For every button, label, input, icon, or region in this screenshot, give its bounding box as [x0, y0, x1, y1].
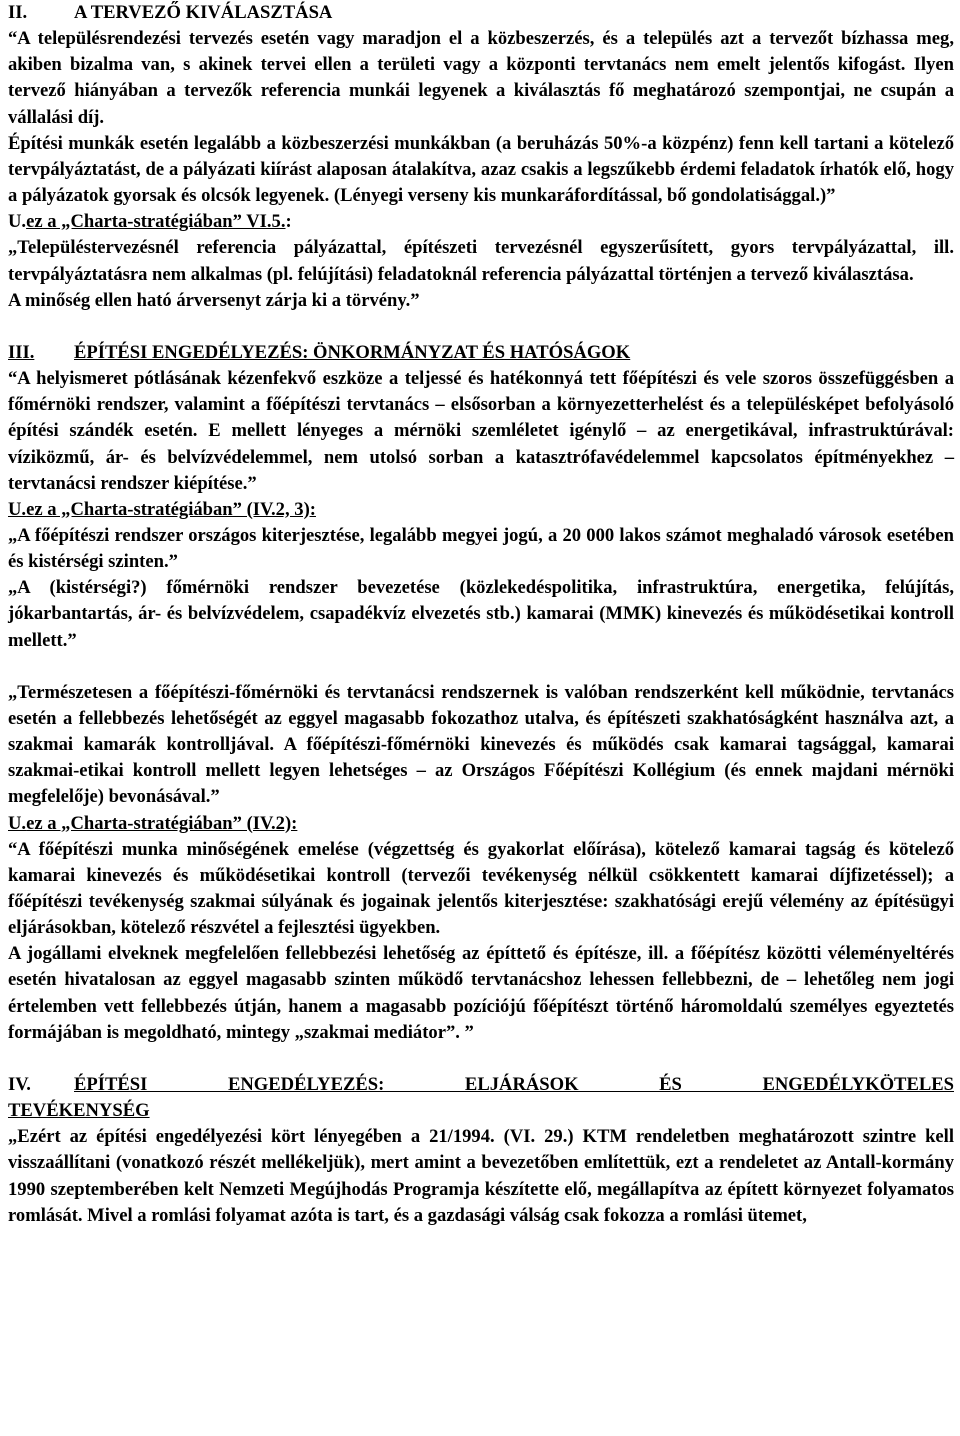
reference-suffix: : [285, 211, 292, 233]
section-3-reference [8, 497, 954, 523]
section-3-quote: A jogállami elveknek megfelelően fellebbezési lehetőség az építtető és építésze, ill. a főépítész közötti véleményeltérés esetén hivatalosan az eggyel magasabb szinten működő tervtanácshoz lehessen fellebbezni, de – lehetőleg nem jogi értelemben vett fellebbezés útján, hanem a magasabb pozíciójú főépítészt történő háromoldalú személyes egyeztetés formájában is megoldható, mintegy „szakmai mediátor”. ” [8, 943, 954, 1043]
section-2-paragraph: Építési munkák esetén legalább a közbeszerzési munkákban (a beruházás 50%-a közpénz) fenn kell tartani a kötelező tervpályáztatást, de a pályázati kiírást alaposan átalakítva, azaz csakis a legszűkebb érdemi feladatok írhatók elő, hogy a pályázatok gyorsak és olcsók legyenek. (Lényegi verseny kis munkaráfordítással, bő gondolatisággal.)” [8, 132, 954, 207]
section-3 [8, 340, 954, 1046]
section-3-quote: „A (kistérségi?) főmérnöki rendszer bevezetése (közlekedéspolitika, infrastruktúra, energetika, felújítás, jókarbantartás, ár- és belvízvédelem, csapadékvíz elvezetés stb.) kamarai (MMK) kinevezés és működésetikai kontroll mellett.” [8, 577, 954, 651]
section-2-quote: „Településtervezésnél referencia pályázattal, építészeti tervezésnél egyszerűsített, gyors tervpályázattal, ill. tervpályáztatásra nem alkalmas (pl. felújítási) feladatoknál referencia pályázattal történjen a tervező kiválasztása. [8, 237, 954, 285]
spacer [8, 654, 954, 680]
section-4-paragraph: „Ezért az építési engedélyezési kört lényegében a 21/1994. (VI. 29.) KTM rendeletben meghatározott szintre kell visszaállítani (vonatkozó részét mellékeljük), mert amint a bevezetőben említettük, ezt a rendeletet az Antall-kormány 1990 szeptemberében kelt Nemzeti Megújhodás Programja készítette elő, megállapítva az épített környezet folyamatos romlását. Mivel a romlási folyamat azóta is tart, és a gazdasági válság csak fokozza a romlási ütemet, [8, 1126, 954, 1226]
reference-prefix: U. [8, 812, 27, 834]
section-3-number: III. [8, 341, 35, 363]
section-3-paragraph: „Természetesen a főépítészi-főmérnöki és tervtanácsi rendszernek is valóban rendszerként kell működnie, tervtanács esetén a fellebbezés lehetőségét az eggyel magasabb fokozathoz utalva, és építészeti szakhatóságként használva azt, a szakmai kamarák kontrolljával. A főépítészi-főmérnöki kinevezés és működés csak kamarai tagsággal, kamarai szakmai-etikai kontroll mellett legyen lehetséges – az Országos Főépítészi Kollégium (és ennek majdani mérnöki megfelelője) bevonásával.” [8, 681, 954, 808]
section-2-number: II. [8, 2, 28, 23]
section-3-title: ÉPÍTÉSI ENGEDÉLYEZÉS: ÖNKORMÁNYZAT ÉS HATÓSÁGOK [74, 341, 631, 363]
section-3-paragraph: “A helyismeret pótlásának kézenfekvő eszköze a teljessé és hatékonnyá tett főépítészi és vele szoros összefüggésben a főmérnöki rendszer, valamint a főépítészi tervtanács – elsősorban a környezetterhelést és a településképet befolyásoló építési szándék esetén. E mellett lényeges a mérnöki szemléletet igénylő – az energetikával, infrastruktúrával: víziközmű, ár- és belvízvédelemmel, nem utolsó sorban a katasztrófavédelemmel kapcsolatos építményekhez – tervtanácsi rendszer kiépítése.” [8, 368, 954, 494]
spacer [8, 1046, 954, 1072]
section-4-title-line1: ÉPÍTÉSI ENGEDÉLYEZÉS: ELJÁRÁSOK ÉS ENGEDÉLYKÖTELES [74, 1073, 954, 1095]
section-2 [8, 0, 954, 314]
section-3-reference [8, 811, 954, 837]
section-4-title-line2: TEVÉKENYSÉG [8, 1100, 150, 1122]
section-3-quote: “A főépítészi munka minőségének emelése (végzettség és gyakorlat előírása), kötelező kamarai tagság és kötelező kamarai kinevezés és működésetikai kontroll (tervezői tevékenység nélkül csökkentett kamarai díjfizetéssel); a főépítészi tevékenység szakmai súlyának és jogainak jelentős kiterjesztése: szakhatósági erejű vélemény az építésügyi eljárásokban, kötelező részvétel a fejlesztési ügyekben. [8, 838, 954, 939]
charta-reference-link[interactable]: ez a „Charta-stratégiában” VI.5. [26, 211, 286, 233]
reference-prefix: U. [8, 211, 27, 233]
section-3-heading [8, 340, 954, 366]
section-3-quote: „A főépítészi rendszer országos kiterjesztése, legalább megyei jogú, a 20 000 lakos számot meghaladó városok esetében és kistérségi szinten.” [8, 524, 954, 573]
section-2-paragraph: “A településrendezési tervezés esetén vagy maradjon el a közbeszerzés, és a település azt a tervezőt bízhassa meg, akiben bizalma van, s akinek tervei ellen a területi vagy a központi tervtanács nem emelt jelentős kifogást. Ilyen tervező hiányában a tervezők referencia munkái legyenek a kiválasztás fő meghatározó szempontjai, ne csupán a vállalási díj. [8, 28, 954, 128]
section-2-reference [8, 209, 954, 235]
section-4 [8, 1072, 954, 1229]
section-4-heading [8, 1072, 954, 1098]
spacer [8, 314, 954, 340]
section-2-title: A TERVEZŐ KIVÁLASZTÁSA [74, 2, 333, 23]
section-4-heading-cont [8, 1098, 954, 1124]
reference-prefix: U. [8, 498, 27, 520]
charta-reference-link[interactable]: ez a „Charta-stratégiában” (IV.2, 3): [26, 498, 316, 520]
section-2-quote: A minőség ellen ható árversenyt zárja ki a törvény.” [8, 289, 420, 311]
charta-reference-link[interactable]: ez a „Charta-stratégiában” (IV.2): [26, 812, 298, 834]
section-2-heading [8, 0, 954, 26]
section-4-number: IV. [8, 1073, 31, 1095]
